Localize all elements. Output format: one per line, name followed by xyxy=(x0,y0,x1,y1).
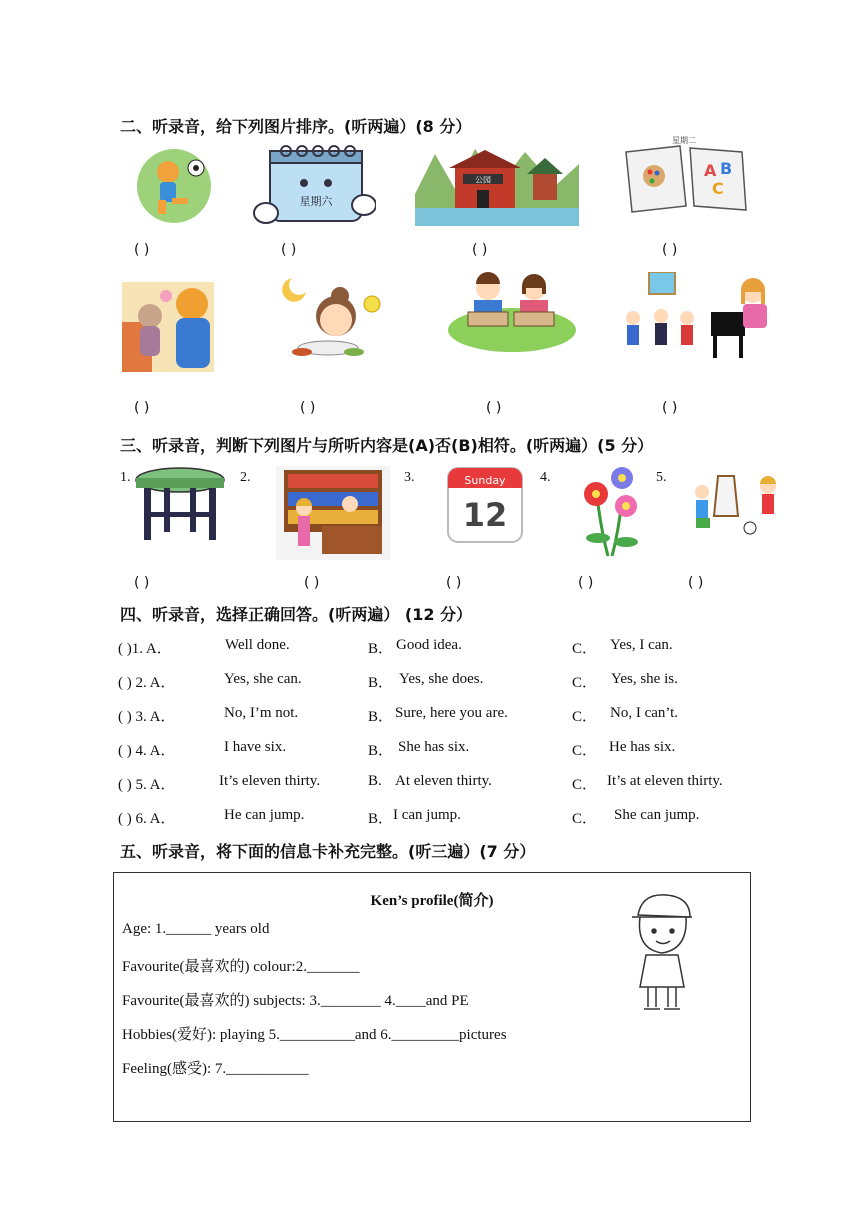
option-a: I have six. xyxy=(224,739,287,755)
card-title: Ken’s profile(简介) xyxy=(370,893,494,909)
option-b-label: B． xyxy=(368,675,394,691)
option-a: No, I’m not. xyxy=(224,705,299,721)
sunday-calendar-picture xyxy=(446,466,524,544)
question-number[interactable]: ( ) 6. A． xyxy=(118,811,176,827)
item-number: 5. xyxy=(656,470,667,485)
question-number[interactable]: ( ) 2. A． xyxy=(118,675,176,691)
letter-b: B xyxy=(720,159,733,178)
answer-blank[interactable]: ( ) xyxy=(688,575,704,591)
answer-blank[interactable]: ( ) xyxy=(578,575,594,591)
answer-blank[interactable]: ( ) xyxy=(134,400,150,416)
option-c: She can jump. xyxy=(614,807,700,823)
boy-sketch-picture xyxy=(630,891,696,1015)
option-b: Yes, she does. xyxy=(399,671,484,687)
calendar-day: Sunday xyxy=(464,474,506,487)
answer-blank[interactable]: ( ) xyxy=(446,575,462,591)
option-c-label: C． xyxy=(572,709,598,725)
option-b: I can jump. xyxy=(393,807,461,823)
answer-blank[interactable]: ( ) xyxy=(281,242,297,258)
book-label: 星期二 xyxy=(672,136,696,145)
section4-heading: 四、听录音，选择正确回答。(听两遍） (12 分） xyxy=(120,605,473,624)
item-number: 3. xyxy=(404,470,415,485)
card-line-feeling[interactable]: Feeling(感受): 7.___________ xyxy=(122,1061,309,1077)
drawing-and-soccer-picture xyxy=(686,472,790,538)
answer-blank[interactable]: ( ) xyxy=(134,242,150,258)
flowers-picture xyxy=(578,464,648,560)
profile-card xyxy=(113,872,751,1122)
option-a: Well done. xyxy=(225,637,290,653)
calendar-date: 12 xyxy=(462,496,508,534)
music-class-picture xyxy=(619,272,777,364)
option-b-label: B． xyxy=(368,709,394,725)
option-c-label: C． xyxy=(572,675,598,691)
kids-drawing-picture xyxy=(446,268,578,354)
section2-heading: 二、听录音，给下列图片排序。(听两遍）(8 分） xyxy=(120,117,472,136)
option-c: Yes, she is. xyxy=(611,671,678,687)
item-number: 4. xyxy=(540,470,551,485)
option-b-label: B． xyxy=(368,641,394,657)
option-c: It’s at eleven thirty. xyxy=(607,773,723,789)
section3-heading: 三、听录音，判断下列图片与所听内容是(A)否(B)相符。(听两遍）(5 分） xyxy=(120,436,654,455)
option-b: She has six. xyxy=(398,739,470,755)
answer-blank[interactable]: ( ) xyxy=(300,400,316,416)
park-picture xyxy=(415,144,579,226)
card-line-age[interactable]: Age: 1.______ years old xyxy=(122,921,270,937)
mouse-and-tiger-picture xyxy=(122,282,214,372)
saturday-calendar-picture xyxy=(252,143,376,233)
answer-blank[interactable]: ( ) xyxy=(134,575,150,591)
answer-blank[interactable]: ( ) xyxy=(662,400,678,416)
option-b-label: B． xyxy=(368,743,394,759)
option-c-label: C． xyxy=(572,641,598,657)
answer-blank[interactable]: ( ) xyxy=(304,575,320,591)
option-a: He can jump. xyxy=(224,807,305,823)
stool-picture xyxy=(134,466,226,544)
question-number[interactable]: ( ) 4. A． xyxy=(118,743,176,759)
option-b: Good idea. xyxy=(396,637,462,653)
tiger-soccer-picture xyxy=(134,148,214,224)
card-line-colour[interactable]: Favourite(最喜欢的) colour:2._______ xyxy=(122,959,360,975)
option-c: Yes, I can. xyxy=(610,637,673,653)
option-b-label: B. xyxy=(368,773,382,789)
option-a: It’s eleven thirty. xyxy=(219,773,321,789)
option-c: No, I can’t. xyxy=(610,705,679,721)
question-number[interactable]: ( )1. A． xyxy=(118,641,172,657)
answer-blank[interactable]: ( ) xyxy=(472,242,488,258)
option-b-label: B． xyxy=(368,811,394,827)
option-b: Sure, here you are. xyxy=(395,705,508,721)
item-number: 1. xyxy=(120,470,131,485)
letter-c: C xyxy=(712,179,724,198)
answer-blank[interactable]: ( ) xyxy=(662,242,678,258)
card-line-subjects[interactable]: Favourite(最喜欢的) subjects: 3.________ 4.____and PE xyxy=(122,993,469,1009)
option-b: At eleven thirty. xyxy=(395,773,492,789)
park-sign: 公园 xyxy=(475,175,491,185)
option-c: He has six. xyxy=(609,739,676,755)
art-and-english-books-picture xyxy=(622,132,752,214)
question-number[interactable]: ( ) 3. A． xyxy=(118,709,176,725)
option-c-label: C． xyxy=(572,777,598,793)
card-line-hobbies[interactable]: Hobbies(爱好): playing 5.__________and 6._________pictures xyxy=(122,1027,507,1043)
girl-eating-picture xyxy=(270,268,384,364)
option-a: Yes, she can. xyxy=(224,671,302,687)
option-c-label: C． xyxy=(572,811,598,827)
calendar-text: 星期六 xyxy=(299,195,333,208)
letter-a: A xyxy=(704,161,717,180)
item-number: 2. xyxy=(240,470,251,485)
option-c-label: C． xyxy=(572,743,598,759)
question-number[interactable]: ( ) 5. A． xyxy=(118,777,176,793)
section5-heading: 五、听录音，将下面的信息卡补充完整。(听三遍）(7 分） xyxy=(120,842,536,861)
library-picture xyxy=(276,466,390,560)
answer-blank[interactable]: ( ) xyxy=(486,400,502,416)
